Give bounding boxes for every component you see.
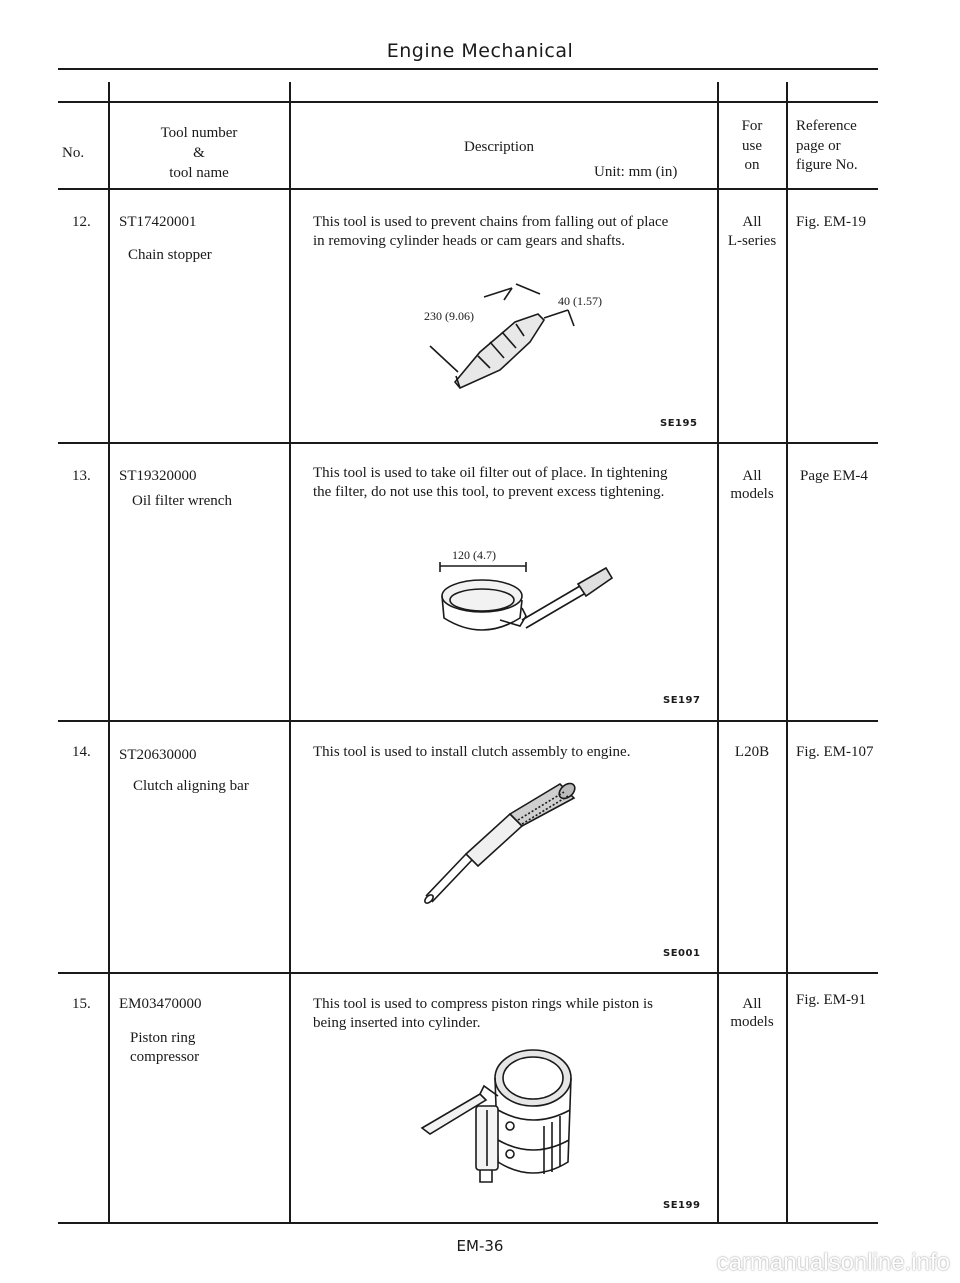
row-divider-14-15 <box>58 972 878 974</box>
row13-fig-code: SE197 <box>663 695 701 706</box>
row12-desc-line2: in removing cylinder heads or cam gears and shafts. <box>313 233 625 249</box>
row12-reference: Fig. EM-19 <box>796 214 867 230</box>
row12-tool-name: Chain stopper <box>128 247 212 263</box>
row13-for-line1: All <box>742 468 762 484</box>
header-ref-line1: Reference <box>796 118 857 134</box>
row13-reference: Page EM-4 <box>800 468 868 484</box>
header-no: No. <box>62 145 85 161</box>
row13-dim: 120 (4.7) <box>452 548 496 562</box>
col-divider-no <box>108 82 110 1222</box>
chain-stopper-figure <box>420 280 620 400</box>
row14-tool-number: ST20630000 <box>119 747 197 763</box>
row12-dim-width: 40 (1.57) <box>558 294 602 308</box>
col-divider-tool <box>289 82 291 1222</box>
row15-tool-number: EM03470000 <box>119 996 202 1012</box>
row13-for-line2: models <box>730 486 774 502</box>
row-divider-13-14 <box>58 720 878 722</box>
row13-tool-number: ST19320000 <box>119 468 197 484</box>
oil-filter-wrench-figure <box>430 560 630 650</box>
clutch-aligning-bar-figure <box>410 780 590 910</box>
header-ref-line2: page or <box>796 138 841 154</box>
header-tool-line3: tool name <box>169 165 229 181</box>
col-divider-for <box>786 82 788 1222</box>
row12-desc-line1: This tool is used to prevent chains from falling out of place <box>313 214 669 230</box>
row13-desc-line1: This tool is used to take oil filter out of place. In tightening <box>313 465 668 481</box>
row14-reference: Fig. EM-107 <box>796 744 874 760</box>
header-description: Description <box>464 139 534 155</box>
row12-fig-code: SE195 <box>660 418 698 429</box>
row12-for-line1: All <box>742 214 762 230</box>
piston-ring-compressor-figure <box>418 1040 588 1185</box>
page-title: Engine Mechanical <box>386 40 574 62</box>
header-top-rule <box>58 101 878 103</box>
title-rule <box>58 68 878 70</box>
site-watermark: carmanualsonline.info <box>716 1249 950 1276</box>
header-for-line3: on <box>744 157 760 173</box>
row15-for-line2: models <box>730 1014 774 1030</box>
row15-desc-line2: being inserted into cylinder. <box>313 1015 481 1031</box>
row12-dim-length: 230 (9.06) <box>424 309 474 323</box>
row15-fig-code: SE199 <box>663 1200 701 1211</box>
row14-no: 14. <box>72 744 91 760</box>
row15-desc-line1: This tool is used to compress piston rings while piston is <box>313 996 653 1012</box>
header-tool-line2: & <box>193 145 205 161</box>
row15-reference: Fig. EM-91 <box>796 992 867 1008</box>
row13-tool-name: Oil filter wrench <box>132 493 232 509</box>
row15-tool-name-line2: compressor <box>130 1049 200 1065</box>
page-number: EM-36 <box>456 1237 504 1255</box>
row15-tool-name-line1: Piston ring <box>130 1030 196 1046</box>
row12-tool-number: ST17420001 <box>119 214 197 230</box>
row14-for-line1: L20B <box>734 744 770 760</box>
row14-tool-name: Clutch aligning bar <box>133 778 249 794</box>
header-unit: Unit: mm (in) <box>594 164 678 180</box>
row15-for-line1: All <box>742 996 762 1012</box>
row15-no: 15. <box>72 996 91 1012</box>
header-ref-line3: figure No. <box>796 157 858 173</box>
header-tool-line1: Tool number <box>160 125 238 141</box>
header-bottom-rule <box>58 188 878 190</box>
col-divider-desc <box>717 82 719 1222</box>
row13-desc-line2: the filter, do not use this tool, to prevent excess tightening. <box>313 484 665 500</box>
row14-fig-code: SE001 <box>663 948 701 959</box>
row-divider-12-13 <box>58 442 878 444</box>
table-bottom-rule <box>58 1222 878 1224</box>
header-for-line2: use <box>742 138 762 154</box>
row12-no: 12. <box>72 214 91 230</box>
row14-desc-line1: This tool is used to install clutch assembly to engine. <box>313 744 631 760</box>
row13-no: 13. <box>72 468 91 484</box>
row12-for-line2: L-series <box>727 233 777 249</box>
header-for-line1: For <box>741 118 763 134</box>
